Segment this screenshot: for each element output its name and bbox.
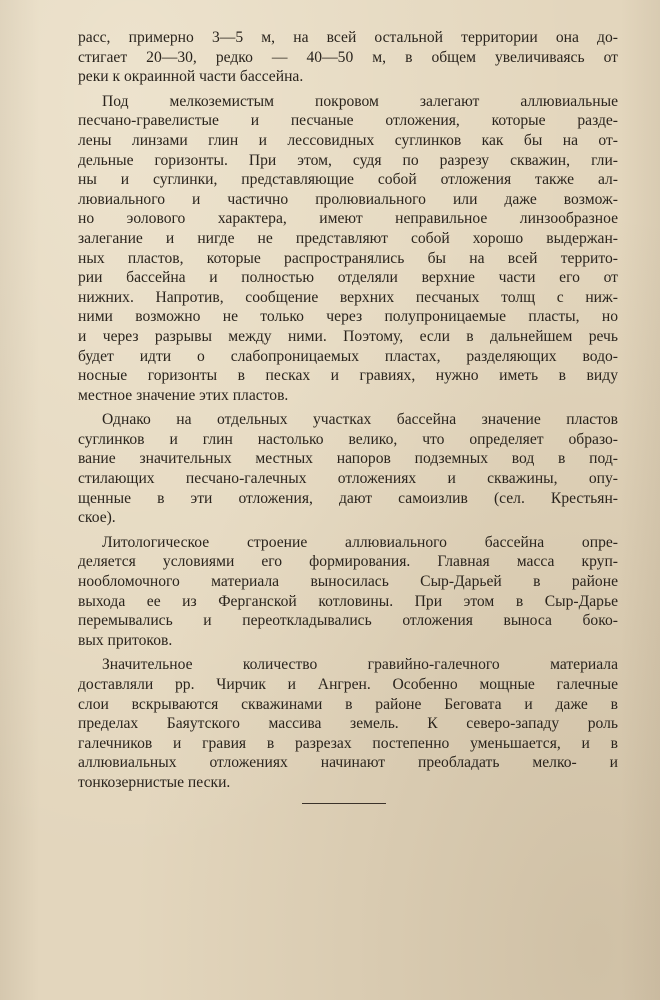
text-line: перемывались и переоткладывались отложения выноса боко- [78, 612, 618, 630]
text-line: вание значительных местных напоров подземных вод в под- [78, 450, 618, 468]
text-line: Значительное количество гравийно-галечного материала [102, 656, 618, 674]
text-line: щенные в эти отложения, дают самоизлив (сел. Крестьян- [78, 489, 618, 507]
text-line: лювиального и частично пролювиального или даже возмож- [78, 190, 618, 208]
text-line: будет идти о слабопроницаемых пластах, разделяющих водо- [78, 347, 618, 365]
text-line: вых притоков. [78, 631, 173, 649]
text-line: реки к окраинной части бассейна. [78, 68, 304, 86]
text-line: выхода ее из Ферганской котловины. При этом в Сыр-Дарье [78, 592, 618, 610]
text-line: Однако на отдельных участках бассейна значение пластов [102, 411, 618, 429]
text-line: пределах Баяутского массива земель. К северо-западу роль [78, 715, 618, 733]
text-line: суглинков и глин настолько велико, что определяет образо- [78, 430, 618, 448]
text-line: нообломочного материала выносилась Сыр-Дарьей в районе [78, 573, 618, 591]
text-line: дельные горизонты. При этом, судя по разрезу скважин, гли- [78, 151, 618, 169]
text-line: местное значение этих пластов. [78, 386, 289, 404]
text-line: Литологическое строение аллювиального бассейна опре- [102, 533, 618, 551]
page-text [78, 28, 618, 798]
text-line: расс, примерно 3—5 м, на всей остальной территории она до- [78, 29, 618, 46]
text-line: рии бассейна и полностью отделяли верхние части его от [78, 269, 618, 287]
text-line: галечников и гравия в разрезах постепенно уменьшается, и в [78, 734, 618, 752]
paragraph-5 [78, 655, 618, 792]
text-line: ны и суглинки, представляющие собой отложения также ал- [78, 171, 618, 189]
text-line: ними возможно не только через полупроницаемые пласты, но [78, 308, 618, 326]
text-line: ское). [78, 509, 116, 527]
end-of-section-rule [302, 803, 386, 804]
text-line: ных пластов, которые распространялись бы на всей террито- [78, 249, 618, 267]
text-line: нижних. Напротив, сообщение верхних песчаных толщ с ниж- [78, 288, 618, 306]
text-line: стилающих песчано-галечных отложениях и скважины, опу- [78, 470, 618, 488]
text-line: деляется условиями его формирования. Главная масса круп- [78, 553, 618, 571]
text-line: залегание и нигде не представляют собой хорошо выдержан- [78, 229, 618, 247]
text-line: слои вскрываются скважинами в районе Беговата и даже в [78, 695, 618, 713]
text-line: аллювиальных отложениях начинают преобладать мелко- и [78, 754, 618, 772]
text-line: носные горизонты в песках и гравиях, нужно иметь в виду [78, 367, 618, 385]
text-line: песчано-гравелистые и песчаные отложения, которые разде- [78, 112, 618, 130]
text-line: стигает 20—30, редко — 40—50 м, в общем увеличиваясь от [78, 48, 618, 66]
paragraph-2 [78, 92, 618, 406]
paragraph-3 [78, 410, 618, 528]
text-line: лены линзами глин и лессовидных суглинков как бы на от- [78, 131, 618, 149]
text-line: тонкозернистые пески. [78, 773, 231, 791]
text-line: но эолового характера, имеют неправильное линзообразное [78, 210, 618, 228]
text-line: Под мелкоземистым покровом залегают аллювиальные [102, 92, 618, 110]
text-line: и через разрывы между ними. Поэтому, если в дальнейшем речь [78, 327, 618, 345]
text-line: доставляли рр. Чирчик и Ангрен. Особенно мощные галечные [78, 676, 618, 693]
paragraph-4 [78, 533, 618, 651]
paragraph-1 [78, 28, 618, 87]
